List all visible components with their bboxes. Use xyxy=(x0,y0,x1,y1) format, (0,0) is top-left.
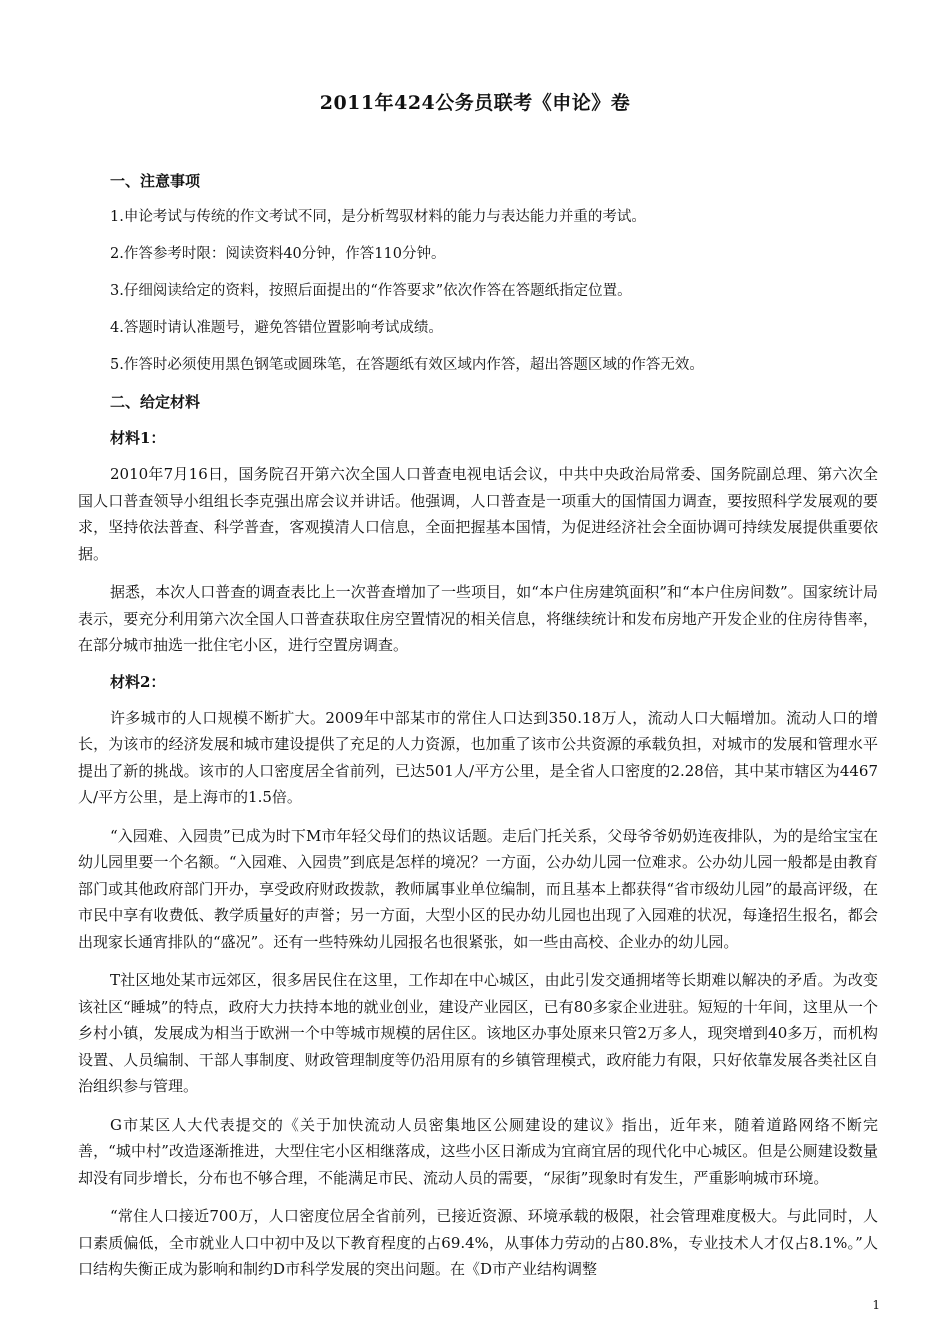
document-title: 2011年424公务员联考《申论》卷 xyxy=(319,92,631,114)
material-2-paragraph: 许多城市的人口规模不断扩大。2009年中部某市的常住人口达到350.18万人，流动人口大幅增加。流动人口的增长，为该市的经济发展和城市建设提供了充足的人力资源，也加重了该市公共资源的承载负担，对城市的发展和管理水平提出了新的挑战。该市的人口密度居全省前列，已达501人/平方公里，是全省人口密度的2.28倍，其中某市辖区为4467人/平方公里，是上海市的1.5倍。 xyxy=(78,708,878,806)
section-heading-notes: 一、注意事项 xyxy=(110,172,201,190)
material-1-paragraph: 2010年7月16日，国务院召开第六次全国人口普查电视电话会议，中共中央政治局常委、国务院副总理、第六次全国人口普查领导小组组长李克强出席会议并讲话。他强调，人口普查是一项重大的国情国力调查，要按照科学发展观的要求，坚持依法普查、科学普查，客观摸清人口信息，全面把握基本国情，为促进经济社会全面协调可持续发展提供重要依据。 xyxy=(78,465,878,563)
note-item: 5.作答时必须使用黑色钢笔或圆珠笔，在答题纸有效区域内作答，超出答题区域的作答无效。 xyxy=(110,357,704,373)
section-heading-materials: 二、给定材料 xyxy=(110,393,201,411)
material-2-paragraph: T社区地处某市远郊区，很多居民住在这里，工作却在中心城区，由此引发交通拥堵等长期难以解决的矛盾。为改变该社区“睡城”的特点，政府大力扶持本地的就业创业，建设产业园区，已有80多家企业进驻。短短的十年间，这里从一个乡村小镇，发展成为相当于欧洲一个中等城市规模的居住区。该地区办事处原来只管2万多人，现突增到40多万，而机构设置、人员编制、干部人事制度、财政管理制度等仍沿用原有的乡镇管理模式，政府能力有限，只好依靠发展各类社区自治组织参与管理。 xyxy=(78,971,878,1095)
document-body xyxy=(78,170,878,1295)
note-item: 2.作答参考时限：阅读资料40分钟，作答110分钟。 xyxy=(110,246,446,262)
note-item: 4.答题时请认准题号，避免答错位置影响考试成绩。 xyxy=(110,320,443,336)
material-2-paragraph: “入园难、入园贵”已成为时下M市年轻父母们的热议话题。走后门托关系，父母爷爷奶奶连夜排队，为的是给宝宝在幼儿园里要一个名额。“入园难、入园贵”到底是怎样的境况？一方面，公办幼儿园一位难求。公办幼儿园一般都是由教育部门或其他政府部门开办，享受政府财政拨款，教师属事业单位编制，而且基本上都获得“省市级幼儿园”的最高评级，在市民中享有收费低、教学质量好的声誉；另一方面，大型小区的民办幼儿园也出现了入园难的状况，每逢招生报名，都会出现家长通宵排队的“盛况”。还有一些特殊幼儿园报名也很紧张，如一些由高校、企业办的幼儿园。 xyxy=(78,826,878,951)
material-2-paragraph: “常住人口接近700万，人口密度位居全省前列，已接近资源、环境承载的极限，社会管理难度极大。与此同时，人口素质偏低，全市就业人口中初中及以下教育程度的占69.4%，从事体力劳动的占80.8%，专业技术人才仅占8.1%。”人口结构失衡正成为影响和制约D市科学发展的突出问题。在《D市产业结构调整 xyxy=(78,1207,878,1278)
material-1-paragraph: 据悉，本次人口普查的调查表比上一次普查增加了一些项目，如“本户住房建筑面积”和“本户住房间数”。国家统计局表示，要充分利用第六次全国人口普查获取住房空置情况的相关信息，将继续统计和发布房地产开发企业的住房待售率，在部分城市抽选一批住宅小区，进行空置房调查。 xyxy=(78,583,878,654)
page-number: 1 xyxy=(872,1298,880,1312)
note-item: 3.仔细阅读给定的资料，按照后面提出的“作答要求”依次作答在答题纸指定位置。 xyxy=(110,283,632,299)
material-1-label: 材料1： xyxy=(110,429,166,447)
material-2-paragraph: G市某区人大代表提交的《关于加快流动人员密集地区公厕建设的建议》指出，近年来，随着道路网络不断完善，“城中村”改造逐渐推进，大型住宅小区相继落成，这些小区日渐成为宜商宜居的现代化中心城区。但是公厕建设数量却没有同步增长，分布也不够合理，不能满足市民、流动人员的需要，“尿街”现象时有发生，严重影响城市环境。 xyxy=(78,1115,878,1187)
note-item: 1.申论考试与传统的作文考试不同，是分析驾驭材料的能力与表达能力并重的考试。 xyxy=(110,209,646,225)
material-2-label: 材料2： xyxy=(110,672,166,691)
